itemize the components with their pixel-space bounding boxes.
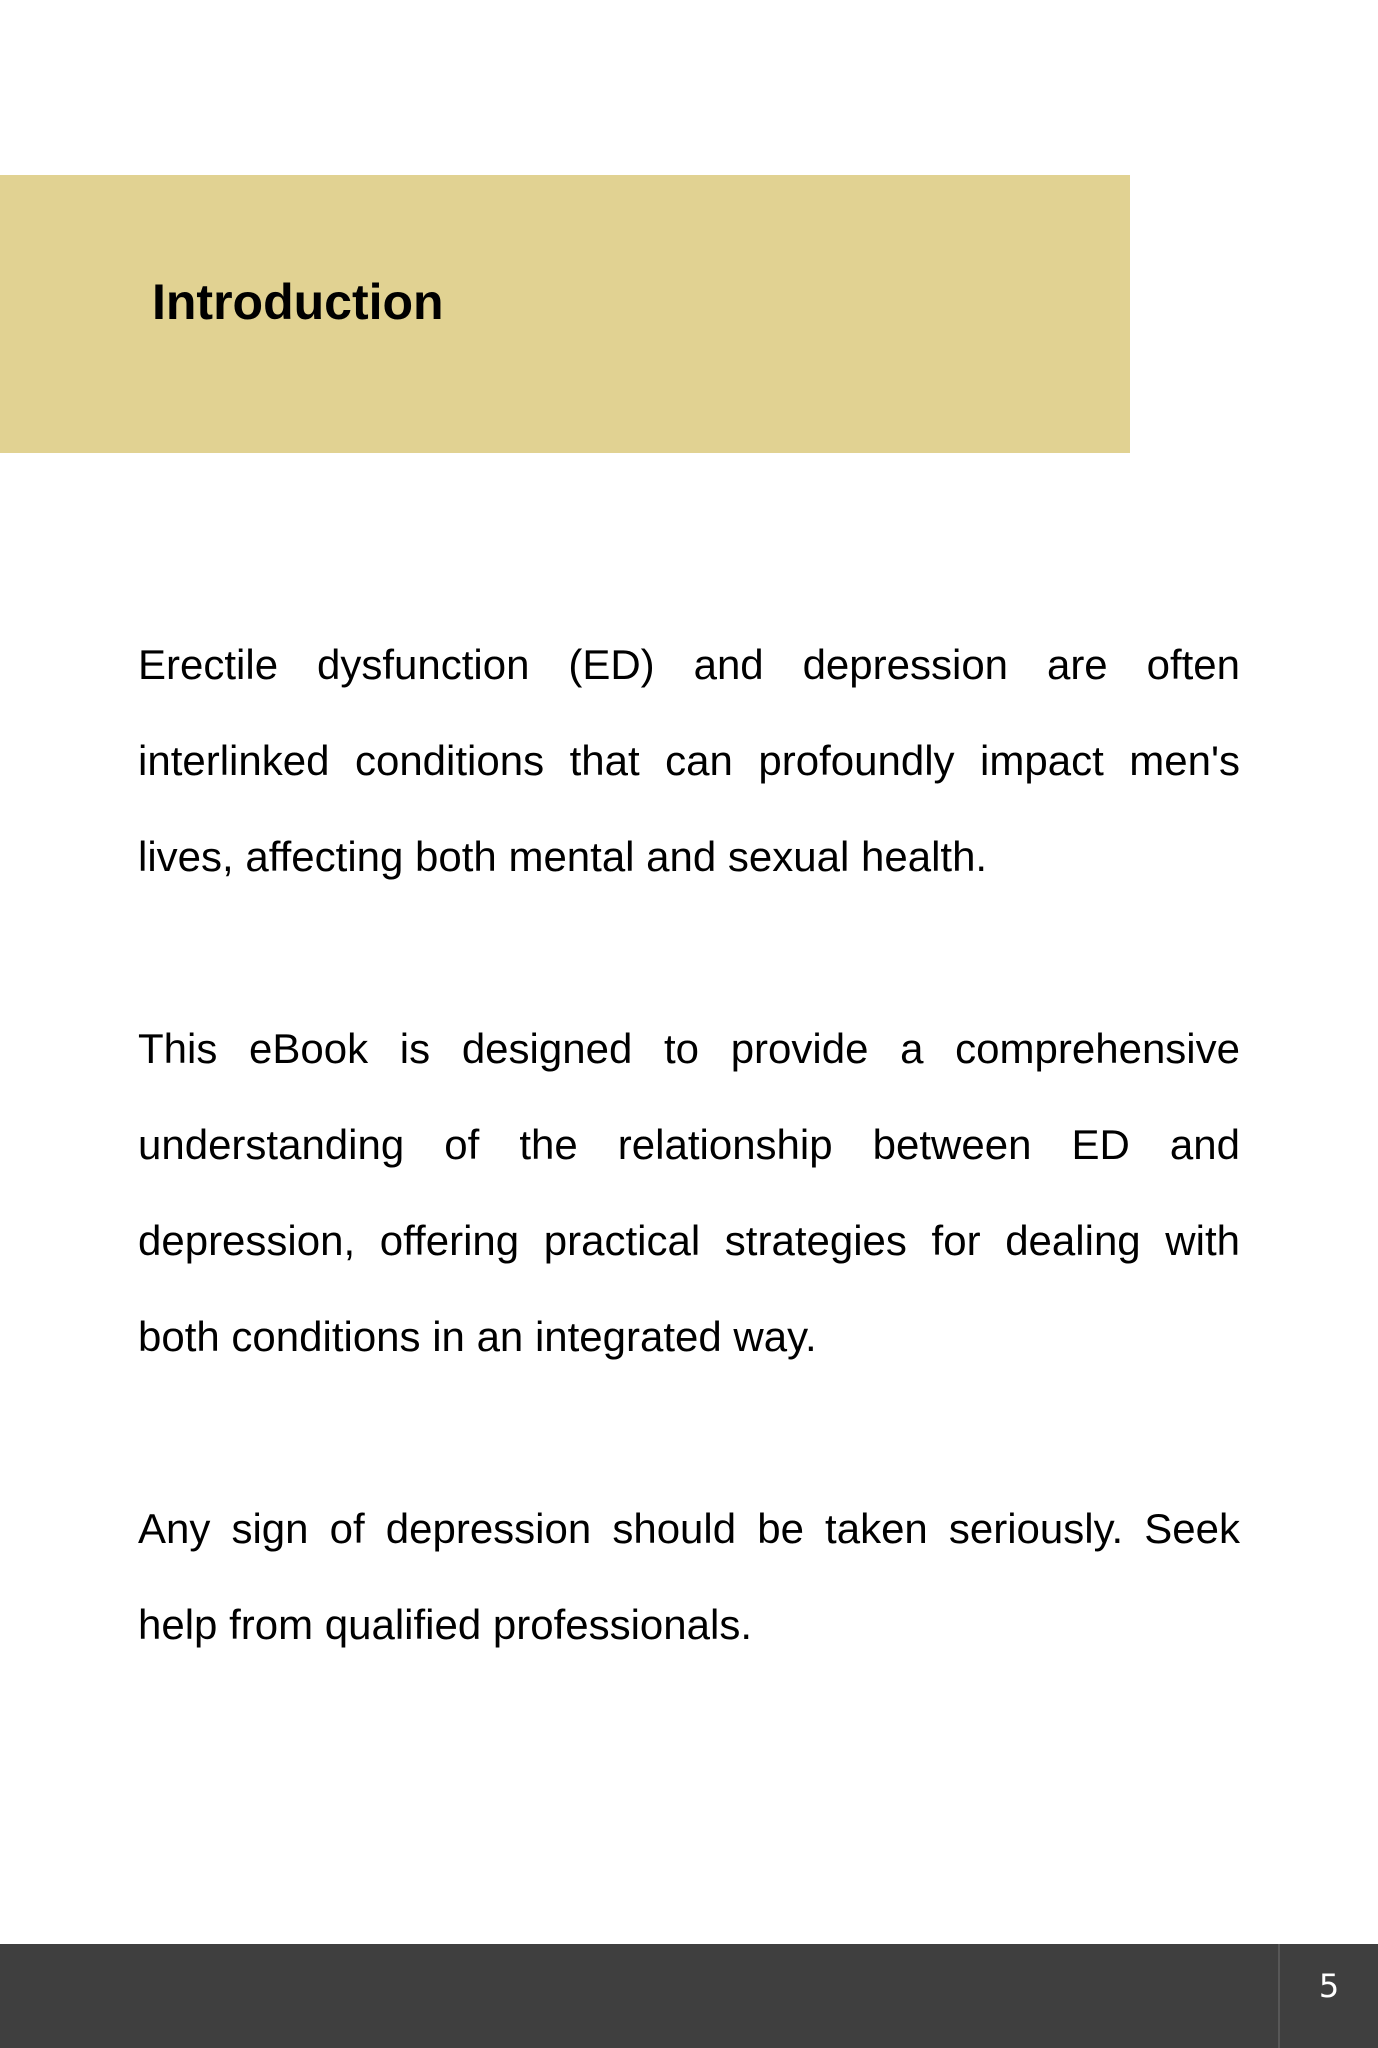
- page-number: 5: [1318, 1967, 1340, 2005]
- page-footer: [0, 1944, 1378, 2048]
- paragraph-intro: Erectile dysfunction (ED) and depression are often interlinked conditions that can profoundly impact men's lives, affecting both mental and sexual health.: [138, 641, 1240, 880]
- paragraph-purpose: This eBook is designed to provide a comprehensive understanding of the relationship between ED and depression, offering practical strategies for dealing with both conditions in an integrated way.: [138, 1025, 1240, 1360]
- section-title: Introduction: [152, 274, 444, 330]
- paragraph-advice: Any sign of depression should be taken seriously. Seek help from qualified professionals.: [138, 1505, 1240, 1648]
- body-text: [138, 617, 1240, 1673]
